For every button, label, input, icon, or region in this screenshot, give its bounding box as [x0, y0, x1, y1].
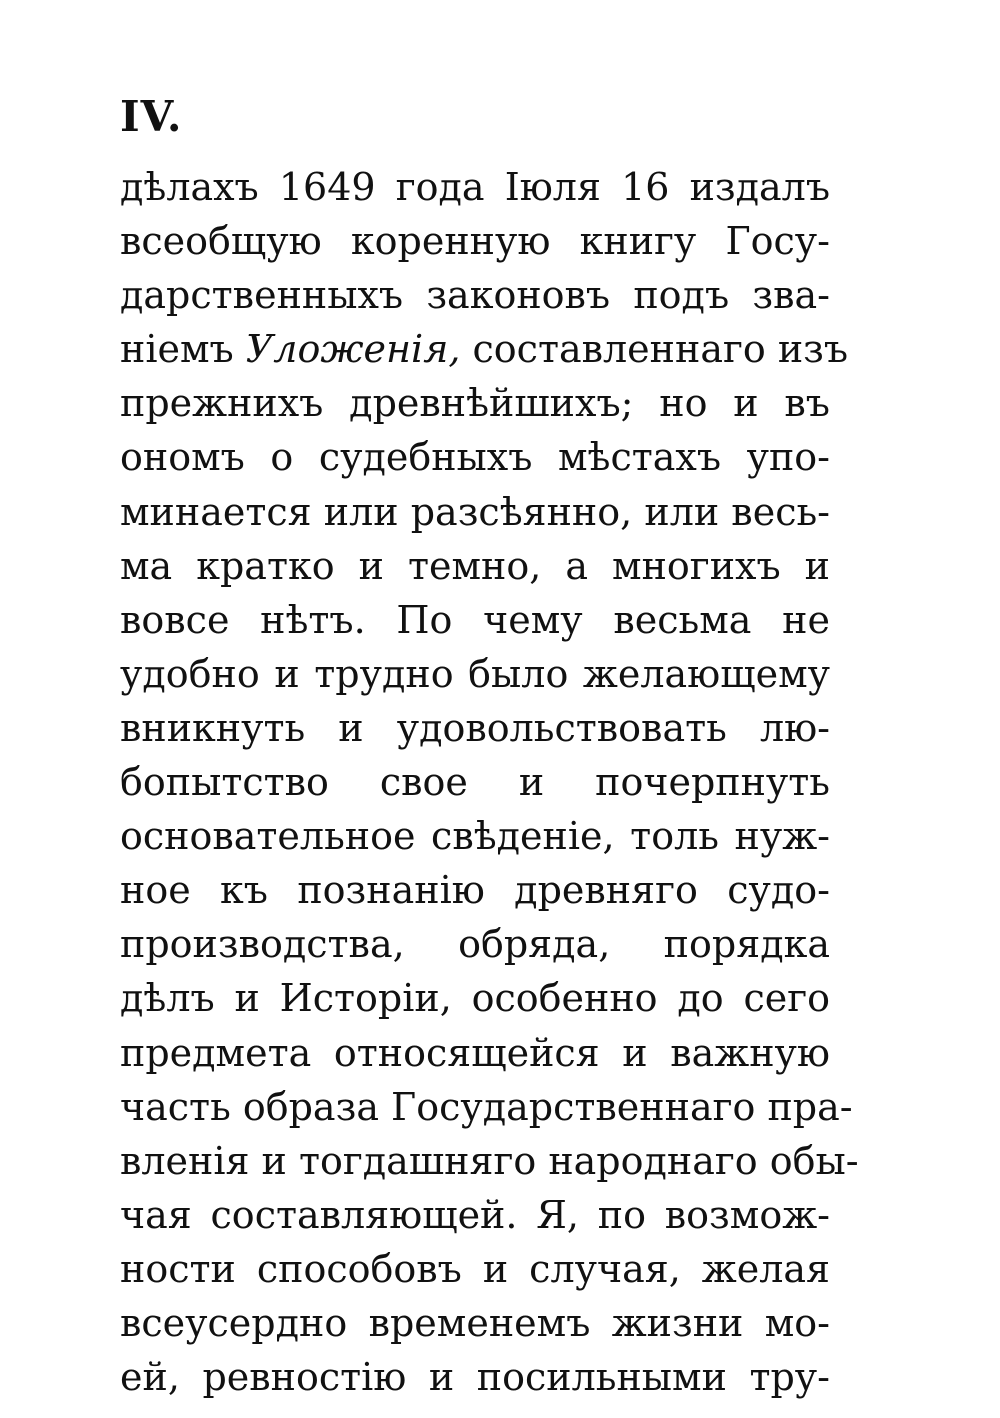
text-line-10: удобно и трудно было желающему — [120, 651, 830, 696]
text-line-2: всеобщую коренную книгу Госу- — [120, 219, 830, 264]
text-line-23: ей, ревностію и посильными тру- — [120, 1355, 830, 1400]
text-line-16: дѣлъ и Исторіи, особенно до сего — [120, 976, 830, 1021]
text-line-8: ма кратко и темно, а многихъ и — [120, 543, 830, 588]
page-number: IV. — [120, 92, 183, 141]
body-text — [120, 160, 859, 1404]
text-line-12: бопытство свое и почерпнуть — [120, 760, 830, 805]
text-line-14: ное къ познанію древняго судо- — [120, 868, 830, 913]
text-line-4-start: ніемъ — [120, 327, 246, 372]
text-line-9: вовсе нѣтъ. По чему весьма не — [120, 597, 830, 642]
text-line-4 — [120, 322, 849, 376]
text-line-6: ономъ о судебныхъ мѣстахъ упо- — [120, 435, 830, 480]
text-line-4-end: составленнаго изъ — [460, 327, 849, 372]
text-line-15: производства, обряда, порядка — [120, 922, 830, 967]
text-line-20: чая составляющей. Я, по возмож- — [120, 1192, 830, 1237]
text-line-1: дѣлахъ 1649 года Іюля 16 издалъ — [120, 165, 830, 209]
text-line-5: прежнихъ древнѣйшихъ; но и въ — [120, 381, 830, 426]
text-line-3: дарственныхъ законовъ подъ зва- — [120, 273, 830, 318]
text-line-13: основательное свѣденіе, толь нуж- — [120, 814, 830, 859]
text-line-22: всеусердно временемъ жизни мо- — [120, 1300, 830, 1345]
italic-title-ulozhenie: Уложенія, — [245, 327, 461, 372]
text-line-21: ности способовъ и случая, желая — [120, 1246, 830, 1291]
text-line-11: вникнуть и удовольствовать лю- — [120, 705, 830, 750]
text-line-18: часть образа Государственнаго пра- — [120, 1084, 853, 1129]
text-line-17: предмета относящейся и важную — [120, 1030, 830, 1075]
text-line-7: минается или разсѣянно, или весь- — [120, 489, 830, 534]
text-line-19: вленія и тогдашняго народнаго обы- — [120, 1138, 859, 1183]
